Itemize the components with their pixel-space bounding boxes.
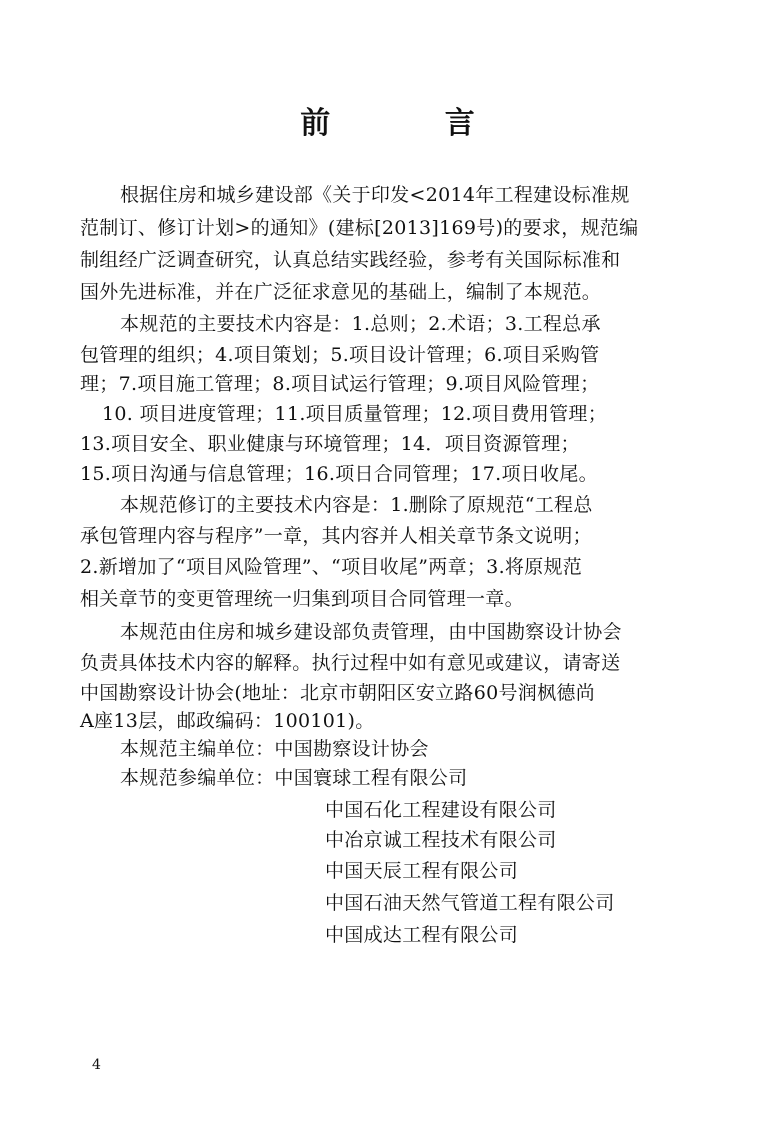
text-line: 本规范由住房和城乡建设部负责管理，由中国勘察设计协会 <box>120 621 622 643</box>
text-line: 范制订、修订计划>的通知》(建标[2013]169号)的要求，规范编 <box>80 217 639 239</box>
text-line: 中国成达工程有限公司 <box>325 924 519 946</box>
text-line: 制组经广泛调查研究，认真总结实践经验，参考有关国际标准和 <box>80 249 621 271</box>
text-line: A座13层，邮政编码：100101)。 <box>80 710 375 732</box>
page-number: 4 <box>92 1057 101 1073</box>
text-line: 中国天辰工程有限公司 <box>325 860 519 882</box>
text-line: 承包管理内容与程序”一章，其内容并人相关章节条文说明； <box>80 525 592 547</box>
text-line: 理；7.项目施工管理；8.项目试运行管理；9.项目风险管理； <box>80 373 600 395</box>
page-title: 前 言 <box>300 106 527 141</box>
text-line: 13.项目安全、职业健康与环境管理；14．项目资源管理； <box>80 433 580 455</box>
text-line: 本规范主编单位：中国勘察设计协会 <box>120 738 429 760</box>
text-line: 15.项日沟通与信息管理；16.项日合同管理；17.项日收尾。 <box>80 463 598 485</box>
text-line: 中国石油天然气管道工程有限公司 <box>325 892 615 914</box>
text-line: 负责具体技术内容的解释。执行过程中如有意见或建议，请寄送 <box>80 652 621 674</box>
text-line: 本规范的主要技术内容是：1.总则；2.术语；3.工程总承 <box>120 313 601 335</box>
text-line: 包管理的组织；4.项目策划；5.项目设计管理；6.项目采购管 <box>80 344 600 366</box>
text-line: 国外先进标准，并在广泛征求意见的基础上，编制了本规范。 <box>80 281 602 303</box>
text-line: 中冶京诚工程技术有限公司 <box>325 829 557 851</box>
text-line: 中国勘察设计协会(地址：北京市朝阳区安立路60号润枫德尚 <box>80 682 595 704</box>
text-line: 本规范参编单位：中国寰球工程有限公司 <box>120 767 468 789</box>
text-line: 本规范修订的主要技术内容是：1.删除了原规范“工程总 <box>120 494 593 516</box>
text-line: 中国石化工程建设有限公司 <box>325 799 557 821</box>
text-line: 2.新增加了“项目风险管理”、“项目收尾”两章；3.将原规范 <box>80 556 583 578</box>
text-line: 根据住房和城乡建设部《关于印发<2014年工程建设标准规 <box>120 184 630 206</box>
text-line: 10. 项目进度管理；11.项目质量管理；12.项目费用管理； <box>102 403 607 425</box>
text-line: 相关章节的变更管理统一归集到项目合同管理一章。 <box>80 588 524 610</box>
